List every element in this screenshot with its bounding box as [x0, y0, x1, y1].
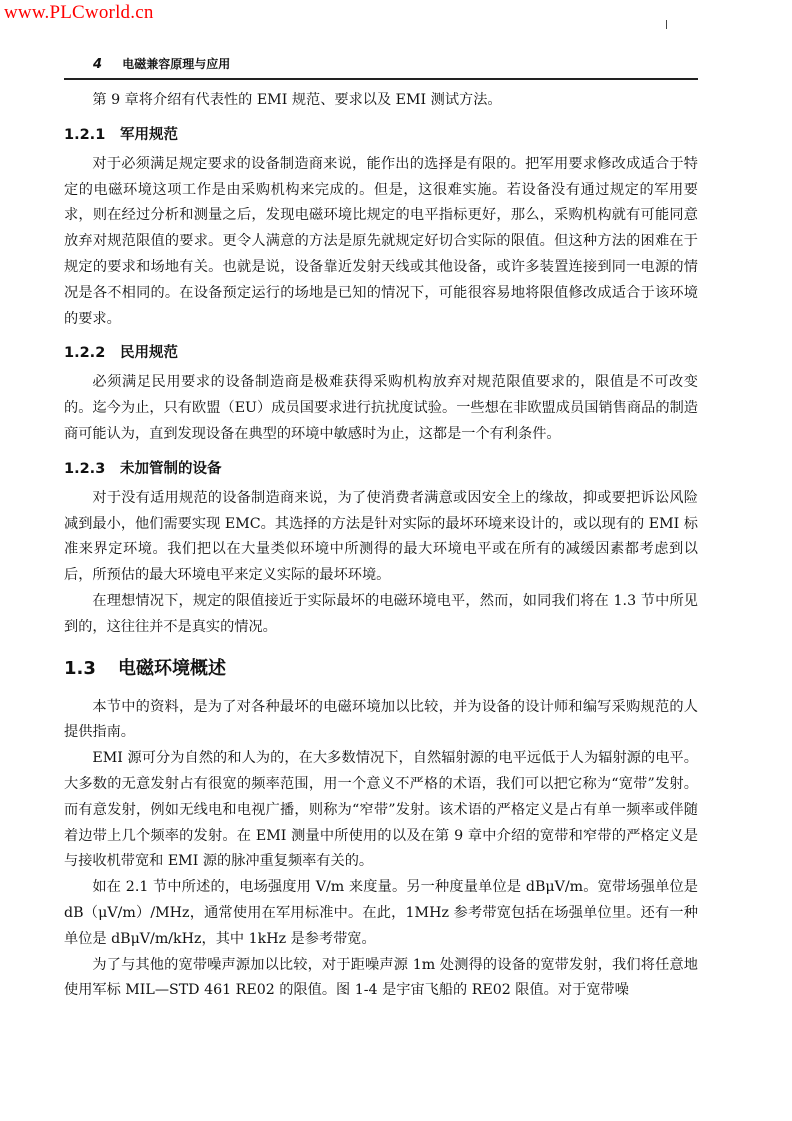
section-number: 1.2.2: [64, 345, 106, 362]
paragraph: 如在 2.1 节中所述的，电场强度用 V/m 来度量。另一种度量单位是 dBμV/m。宽带场强单位是 dB（μV/m）/MHz，通常使用在军用标准中。在此，1MHz 参考带宽包括在场强单位里。还有一种单位是 dBμV/m/kHz，其中 1kHz 是参考带宽。: [64, 879, 698, 947]
watermark: www.PLCworld.cn: [4, 2, 154, 23]
section-number: 1.2.1: [64, 126, 106, 143]
section-1-2-1-heading: [64, 122, 698, 148]
scan-mark: [666, 20, 667, 29]
header-rule: [64, 78, 698, 80]
section-title: 电磁环境概述: [118, 657, 226, 679]
section-1-2-3-heading: [64, 456, 698, 482]
paragraph: 为了与其他的宽带噪声源加以比较，对于距噪声源 1m 处测得的设备的宽带发射，我们将任意地使用军标 MIL—STD 461 RE02 的限值。图 1-4 是宇宙飞船的 RE02 限值。对于宽带噪: [64, 956, 698, 999]
paragraph: 本节中的资料，是为了对各种最坏的电磁环境加以比较，并为设备的设计师和编写采购规范的人提供指南。: [64, 698, 698, 741]
paragraph: EMI 源可分为自然的和人为的，在大多数情况下，自然辐射源的电平远低于人为辐射源的电平。大多数的无意发射占有很宽的频率范围，用一个意义不严格的术语，我们可以把它称为“宽带”发射。而有意发射，例如无线电和电视广播，则称为“窄带”发射。该术语的严格定义是占有单一频率或伴随着边带上几个频率的发射。在 EMI 测量中所使用的以及在第 9 章中介绍的宽带和窄带的严格定义是与接收机带宽和 EMI 源的脉冲重复频率有关的。: [64, 750, 698, 870]
section-number: 1.3: [64, 657, 96, 679]
paragraph: 必须满足民用要求的设备制造商是极难获得采购机构放弃对规范限值要求的，限值是不可改变的。迄今为止，只有欧盟（EU）成员国要求进行抗扰度试验。一些想在非欧盟成员国销售商品的制造商可能认为，直到发现设备在典型的环境中敏感时为止，这都是一个有利条件。: [64, 374, 698, 442]
page-body: [64, 88, 698, 1004]
paragraph: 对于没有适用规范的设备制造商来说，为了使消费者满意或因安全上的缘故，抑或要把诉讼风险减到最小，他们需要实现 EMC。其选择的方法是针对实际的最坏环境来设计的，或以现有的 EMI 标准来界定环境。我们把以在大量类似环境中所测得的最大环境电平或在所有的减缓因素都考虑到以后，所预估的最大环境电平来定义实际的最坏环境。: [64, 489, 698, 584]
page-number: 4: [93, 57, 103, 72]
intro-paragraph: 第 9 章将介绍有代表性的 EMI 规范、要求以及 EMI 测试方法。: [92, 92, 502, 108]
running-header: [93, 55, 230, 72]
section-number: 1.2.3: [64, 460, 106, 477]
section-1-3-heading: [64, 653, 698, 685]
section-title: 民用规范: [120, 345, 178, 362]
section-title: 军用规范: [120, 126, 178, 143]
section-title: 未加管制的设备: [120, 460, 222, 477]
section-1-2-2-heading: [64, 340, 698, 366]
paragraph: 对于必须满足规定要求的设备制造商来说，能作出的选择是有限的。把军用要求修改成适合于特定的电磁环境这项工作是由采购机构来完成的。但是，这很难实施。若设备没有通过规定的军用要求，则在经过分析和测量之后，发现电磁环境比规定的电平指标更好，那么，采购机构就有可能同意放弃对规范限值的要求。更令人满意的方法是原先就规定好切合实际的限值。但这种方法的困难在于规定的要求和场地有关。也就是说，设备靠近发射天线或其他设备，或许多装置连接到同一电源的情况是各不相同的。在设备预定运行的场地是已知的情况下，可能很容易地将限值修改成适合于该环境的要求。: [64, 155, 698, 327]
book-title: 电磁兼容原理与应用: [122, 57, 231, 71]
paragraph: 在理想情况下，规定的限值接近于实际最坏的电磁环境电平，然而，如同我们将在 1.3 节中所见到的，这往往并不是真实的情况。: [64, 592, 698, 635]
